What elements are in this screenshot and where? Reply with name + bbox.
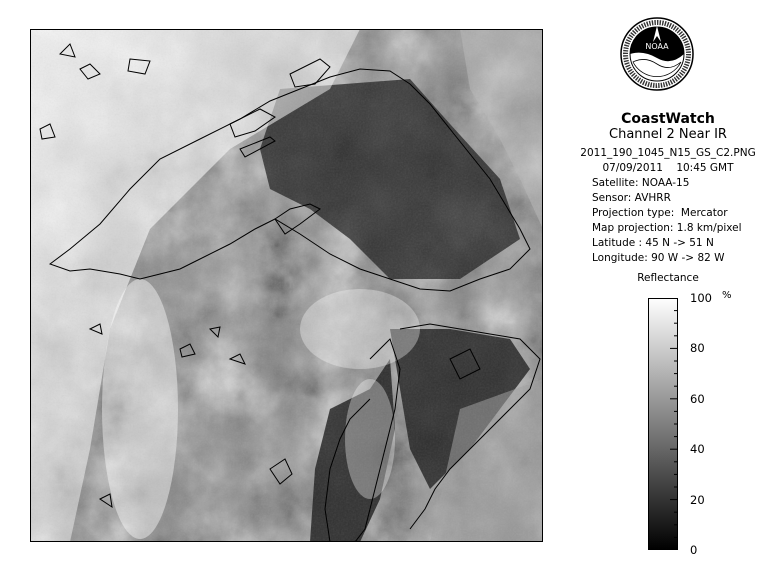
longitude-text: Longitude: 90 W -> 82 W [592,252,725,264]
reflectance-colorbar [648,298,678,550]
colorbar-tick-label: 60 [690,391,705,406]
satellite-text: Satellite: NOAA-15 [592,177,690,189]
latitude-text: Latitude : 45 N -> 51 N [592,237,714,249]
colorbar-tick-label: 40 [690,442,705,457]
datetime-text: 07/09/2011 10:45 GMT [602,162,734,174]
colorbar-tick-label: 0 [690,543,698,557]
satellite-image-map [30,29,543,542]
colorbar-tick-label: 100 [690,291,712,305]
colorbar-tick-label: 20 [690,492,705,507]
product-title: CoastWatch [621,111,715,127]
colorbar-tick-label: 80 [690,341,705,356]
channel-subtitle: Channel 2 Near IR [609,127,727,142]
sensor-text: Sensor: AVHRR [592,192,671,204]
filename-text: 2011_190_1045_N15_GS_C2.PNG [580,147,756,159]
logo-text: NOAA [645,42,669,51]
map-projection-text: Map projection: 1.8 km/pixel [592,222,742,234]
colorbar-unit: % [722,290,732,301]
projection-type-text: Projection type: Mercator [592,207,728,219]
colorbar-title: Reflectance [637,272,699,284]
noaa-logo [619,16,695,106]
